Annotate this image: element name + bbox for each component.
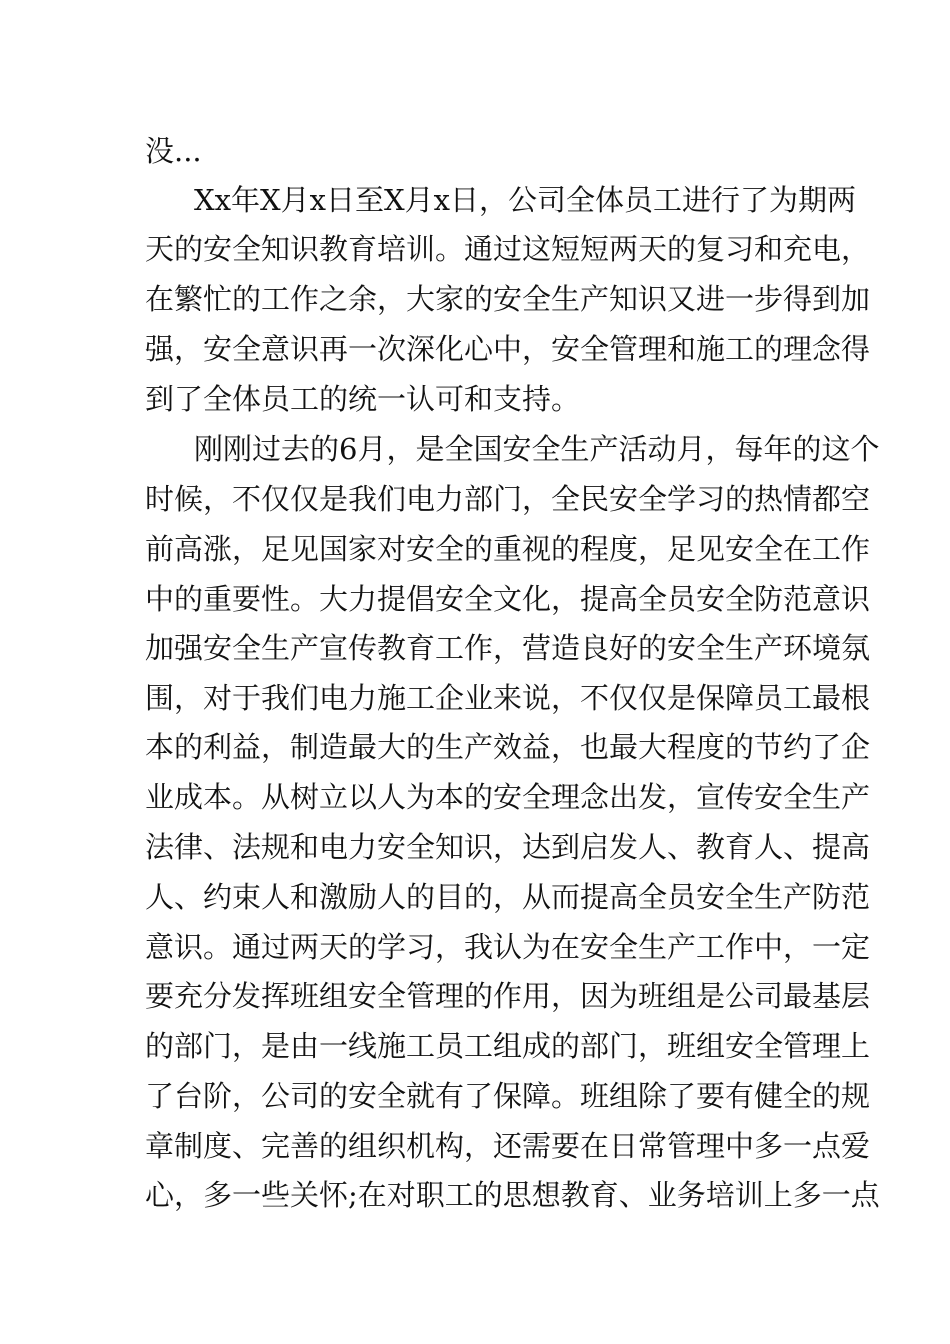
text-line-2: Xx年X月x日至X月x日，公司全体员工进行了为期两	[194, 183, 857, 217]
text-line-10: 中的重要性。大力提倡安全文化，提高全员安全防范意识	[145, 582, 871, 616]
text-line-20: 了台阶，公司的安全就有了保障。班组除了要有健全的规	[145, 1079, 871, 1113]
text-line-13: 本的利益，制造最大的生产效益，也最大程度的节约了企	[145, 730, 871, 764]
text-line-21: 章制度、完善的组织机构，还需要在日常管理中多一点爱	[145, 1129, 871, 1163]
text-line-7: 刚刚过去的6月，是全国安全生产活动月，每年的这个	[194, 432, 880, 466]
text-line-11: 加强安全生产宣传教育工作，营造良好的安全生产环境氛	[145, 631, 871, 665]
text-line-4: 在繁忙的工作之余，大家的安全生产知识又进一步得到加	[145, 282, 871, 316]
text-line-8: 时候，不仅仅是我们电力部门，全民安全学习的热情都空	[145, 482, 871, 516]
text-line-12: 围，对于我们电力施工企业来说，不仅仅是保障员工最根	[145, 681, 871, 715]
text-line-18: 要充分发挥班组安全管理的作用，因为班组是公司最基层	[145, 979, 871, 1013]
text-line-16: 人、约束人和激励人的目的，从而提高全员安全生产防范	[145, 880, 871, 914]
text-line-5: 强，安全意识再一次深化心中，安全管理和施工的理念得	[145, 332, 871, 366]
text-line-1: 没...	[145, 134, 202, 168]
text-line-15: 法律、法规和电力安全知识，达到启发人、教育人、提高	[145, 830, 871, 864]
text-line-22: 心，多一些关怀;在对职工的思想教育、业务培训上多一点	[145, 1178, 880, 1212]
text-line-9: 前高涨，足见国家对安全的重视的程度，足见安全在工作	[145, 532, 871, 566]
text-line-3: 天的安全知识教育培训。通过这短短两天的复习和充电，	[145, 232, 871, 266]
text-line-17: 意识。通过两天的学习，我认为在安全生产工作中，一定	[145, 930, 871, 964]
text-line-6: 到了全体员工的统一认可和支持。	[145, 382, 581, 416]
text-line-14: 业成本。从树立以人为本的安全理念出发，宣传安全生产	[145, 780, 871, 814]
text-line-19: 的部门，是由一线施工员工组成的部门，班组安全管理上	[145, 1029, 871, 1063]
